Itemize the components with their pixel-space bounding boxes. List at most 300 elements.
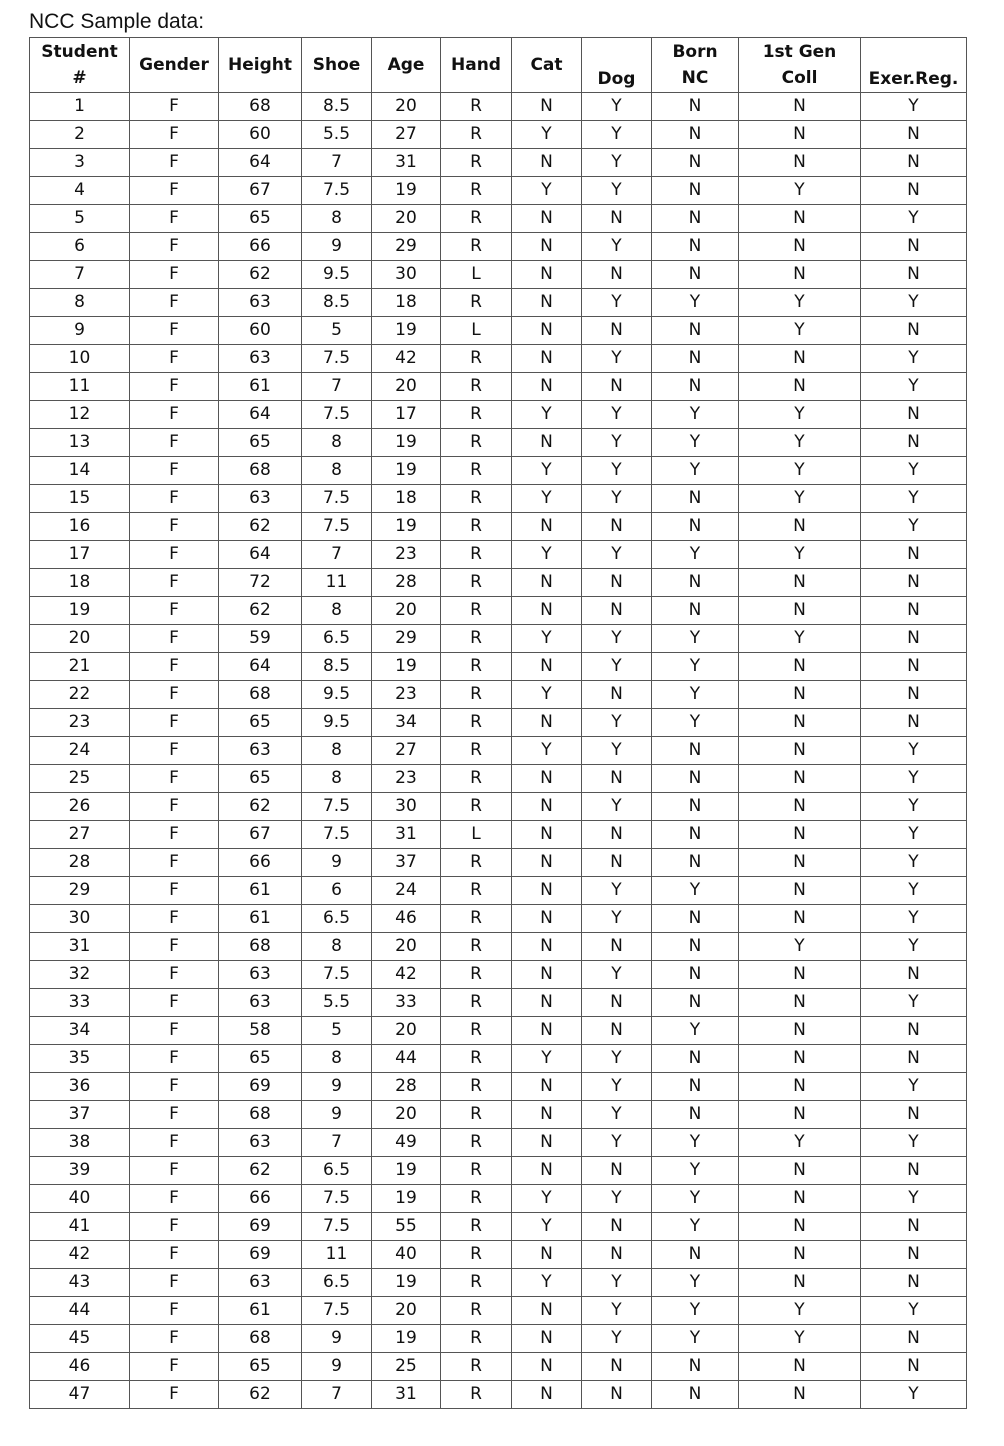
table-cell: 69 bbox=[219, 1073, 302, 1101]
table-cell: 46 bbox=[372, 905, 441, 933]
table-cell: 6.5 bbox=[302, 625, 372, 653]
table-cell: Y bbox=[512, 177, 582, 205]
table-cell: 8 bbox=[302, 933, 372, 961]
table-cell: N bbox=[861, 1213, 967, 1241]
table-cell: Y bbox=[582, 485, 652, 513]
table-cell: 5 bbox=[302, 1017, 372, 1045]
table-cell: F bbox=[130, 429, 219, 457]
table-cell: 20 bbox=[372, 205, 441, 233]
table-cell: N bbox=[652, 1381, 739, 1409]
table-row bbox=[30, 1213, 967, 1241]
table-cell: N bbox=[582, 373, 652, 401]
table-cell: N bbox=[512, 821, 582, 849]
table-cell: 63 bbox=[219, 989, 302, 1017]
table-cell: N bbox=[861, 1045, 967, 1073]
table-cell: R bbox=[441, 177, 512, 205]
table-cell: N bbox=[512, 933, 582, 961]
table-cell: 9.5 bbox=[302, 681, 372, 709]
table-cell: 9 bbox=[30, 317, 130, 345]
table-cell: R bbox=[441, 373, 512, 401]
table-cell: N bbox=[512, 765, 582, 793]
table-cell: Y bbox=[861, 737, 967, 765]
table-row bbox=[30, 765, 967, 793]
table-cell: F bbox=[130, 625, 219, 653]
table-cell: L bbox=[441, 821, 512, 849]
table-cell: R bbox=[441, 1213, 512, 1241]
table-cell: 64 bbox=[219, 149, 302, 177]
table-cell: R bbox=[441, 1045, 512, 1073]
table-cell: Y bbox=[861, 345, 967, 373]
table-row bbox=[30, 317, 967, 345]
table-cell: F bbox=[130, 541, 219, 569]
table-row bbox=[30, 877, 967, 905]
table-cell: Y bbox=[861, 1381, 967, 1409]
table-cell: N bbox=[582, 765, 652, 793]
table-cell: Y bbox=[582, 429, 652, 457]
table-cell: N bbox=[739, 905, 861, 933]
table-cell: Y bbox=[582, 289, 652, 317]
table-cell: Y bbox=[582, 1325, 652, 1353]
table-cell: R bbox=[441, 989, 512, 1017]
table-cell: N bbox=[861, 317, 967, 345]
table-cell: N bbox=[652, 765, 739, 793]
table-cell: Y bbox=[739, 317, 861, 345]
table-cell: F bbox=[130, 401, 219, 429]
table-cell: Y bbox=[652, 625, 739, 653]
table-cell: 66 bbox=[219, 849, 302, 877]
table-cell: N bbox=[512, 849, 582, 877]
table-cell: Y bbox=[652, 541, 739, 569]
table-cell: N bbox=[652, 989, 739, 1017]
table-cell: F bbox=[130, 233, 219, 261]
table-cell: 5 bbox=[30, 205, 130, 233]
table-cell: 66 bbox=[219, 233, 302, 261]
table-cell: 25 bbox=[372, 1353, 441, 1381]
table-cell: 9 bbox=[302, 849, 372, 877]
table-cell: R bbox=[441, 485, 512, 513]
table-cell: N bbox=[512, 905, 582, 933]
table-cell: 29 bbox=[30, 877, 130, 905]
table-cell: N bbox=[652, 93, 739, 121]
table-cell: 35 bbox=[30, 1045, 130, 1073]
table-cell: 3 bbox=[30, 149, 130, 177]
table-cell: 63 bbox=[219, 961, 302, 989]
table-cell: 26 bbox=[30, 793, 130, 821]
col-header-first-gen-coll bbox=[739, 38, 861, 93]
table-cell: N bbox=[652, 513, 739, 541]
table-cell: R bbox=[441, 877, 512, 905]
table-cell: 34 bbox=[30, 1017, 130, 1045]
table-row bbox=[30, 1325, 967, 1353]
table-cell: Y bbox=[739, 429, 861, 457]
table-cell: 62 bbox=[219, 261, 302, 289]
table-cell: N bbox=[739, 1101, 861, 1129]
table-cell: N bbox=[861, 1241, 967, 1269]
table-cell: 7 bbox=[302, 1381, 372, 1409]
table-cell: 8.5 bbox=[302, 289, 372, 317]
table-cell: N bbox=[652, 1241, 739, 1269]
table-cell: Y bbox=[582, 345, 652, 373]
table-cell: N bbox=[512, 1157, 582, 1185]
table-cell: 7.5 bbox=[302, 401, 372, 429]
table-cell: 19 bbox=[372, 317, 441, 345]
table-cell: Y bbox=[582, 177, 652, 205]
table-cell: R bbox=[441, 1101, 512, 1129]
table-cell: Y bbox=[861, 793, 967, 821]
header-row bbox=[30, 38, 967, 93]
table-cell: N bbox=[512, 1297, 582, 1325]
table-cell: 7.5 bbox=[302, 513, 372, 541]
table-cell: 7.5 bbox=[302, 1213, 372, 1241]
table-cell: Y bbox=[739, 457, 861, 485]
table-cell: N bbox=[739, 653, 861, 681]
table-cell: 7 bbox=[30, 261, 130, 289]
table-cell: F bbox=[130, 681, 219, 709]
table-cell: Y bbox=[739, 933, 861, 961]
table-cell: F bbox=[130, 1073, 219, 1101]
table-cell: N bbox=[652, 373, 739, 401]
table-cell: N bbox=[739, 121, 861, 149]
table-cell: 65 bbox=[219, 1045, 302, 1073]
table-cell: N bbox=[739, 205, 861, 233]
table-cell: 31 bbox=[372, 1381, 441, 1409]
table-cell: R bbox=[441, 625, 512, 653]
table-cell: N bbox=[512, 1381, 582, 1409]
table-cell: Y bbox=[861, 93, 967, 121]
table-cell: Y bbox=[582, 1101, 652, 1129]
table-cell: 44 bbox=[30, 1297, 130, 1325]
table-row bbox=[30, 289, 967, 317]
table-cell: Y bbox=[582, 1185, 652, 1213]
table-cell: F bbox=[130, 513, 219, 541]
table-cell: N bbox=[739, 1213, 861, 1241]
table-cell: R bbox=[441, 681, 512, 709]
table-row bbox=[30, 737, 967, 765]
table-row bbox=[30, 989, 967, 1017]
table-cell: R bbox=[441, 933, 512, 961]
sample-data-table bbox=[29, 37, 967, 1409]
table-cell: F bbox=[130, 1213, 219, 1241]
table-cell: N bbox=[512, 429, 582, 457]
table-cell: 61 bbox=[219, 905, 302, 933]
table-cell: R bbox=[441, 709, 512, 737]
table-cell: F bbox=[130, 93, 219, 121]
table-cell: Y bbox=[582, 541, 652, 569]
table-cell: N bbox=[739, 989, 861, 1017]
table-cell: N bbox=[512, 793, 582, 821]
table-cell: Y bbox=[512, 1213, 582, 1241]
table-cell: R bbox=[441, 653, 512, 681]
table-cell: N bbox=[861, 597, 967, 625]
table-cell: N bbox=[861, 149, 967, 177]
table-row bbox=[30, 1045, 967, 1073]
table-cell: 39 bbox=[30, 1157, 130, 1185]
table-cell: N bbox=[861, 121, 967, 149]
table-cell: N bbox=[739, 821, 861, 849]
table-row bbox=[30, 513, 967, 541]
header-line: 1st Gen bbox=[762, 42, 837, 62]
table-cell: N bbox=[739, 93, 861, 121]
table-cell: R bbox=[441, 1185, 512, 1213]
table-cell: Y bbox=[652, 1297, 739, 1325]
table-cell: 59 bbox=[219, 625, 302, 653]
table-cell: Y bbox=[861, 1297, 967, 1325]
table-cell: 63 bbox=[219, 737, 302, 765]
table-cell: R bbox=[441, 1353, 512, 1381]
table-cell: 11 bbox=[30, 373, 130, 401]
table-cell: 7.5 bbox=[302, 961, 372, 989]
table-cell: 19 bbox=[372, 457, 441, 485]
table-cell: F bbox=[130, 1045, 219, 1073]
table-cell: N bbox=[512, 569, 582, 597]
table-cell: 27 bbox=[30, 821, 130, 849]
table-cell: 9 bbox=[302, 1325, 372, 1353]
table-cell: 30 bbox=[372, 261, 441, 289]
table-cell: 8 bbox=[302, 765, 372, 793]
table-cell: F bbox=[130, 1269, 219, 1297]
table-cell: 64 bbox=[219, 401, 302, 429]
table-cell: N bbox=[861, 1157, 967, 1185]
table-cell: 67 bbox=[219, 821, 302, 849]
table-cell: Y bbox=[861, 1073, 967, 1101]
table-row bbox=[30, 261, 967, 289]
table-cell: N bbox=[652, 233, 739, 261]
table-cell: Y bbox=[861, 205, 967, 233]
table-cell: N bbox=[512, 653, 582, 681]
table-cell: 43 bbox=[30, 1269, 130, 1297]
table-cell: Y bbox=[861, 933, 967, 961]
table-cell: Y bbox=[582, 1073, 652, 1101]
table-cell: Y bbox=[582, 401, 652, 429]
table-cell: N bbox=[652, 205, 739, 233]
table-cell: Y bbox=[861, 485, 967, 513]
table-cell: 63 bbox=[219, 1129, 302, 1157]
table-cell: Y bbox=[652, 1213, 739, 1241]
table-cell: 66 bbox=[219, 1185, 302, 1213]
table-cell: R bbox=[441, 1381, 512, 1409]
table-cell: Y bbox=[512, 541, 582, 569]
table-cell: Y bbox=[652, 1185, 739, 1213]
table-cell: F bbox=[130, 373, 219, 401]
table-row bbox=[30, 93, 967, 121]
table-cell: Y bbox=[739, 485, 861, 513]
table-cell: R bbox=[441, 401, 512, 429]
table-cell: F bbox=[130, 205, 219, 233]
table-row bbox=[30, 401, 967, 429]
table-row bbox=[30, 961, 967, 989]
table-cell: 9 bbox=[302, 1353, 372, 1381]
table-cell: F bbox=[130, 737, 219, 765]
table-cell: 60 bbox=[219, 317, 302, 345]
table-cell: 17 bbox=[372, 401, 441, 429]
table-row bbox=[30, 821, 967, 849]
table-cell: 29 bbox=[372, 233, 441, 261]
col-header-student bbox=[30, 38, 130, 93]
table-cell: 20 bbox=[372, 1101, 441, 1129]
table-cell: 7 bbox=[302, 1129, 372, 1157]
table-cell: 63 bbox=[219, 345, 302, 373]
table-row bbox=[30, 485, 967, 513]
table-cell: N bbox=[512, 317, 582, 345]
table-cell: 20 bbox=[372, 93, 441, 121]
col-header-height: Height bbox=[219, 38, 302, 93]
table-row bbox=[30, 653, 967, 681]
table-cell: 65 bbox=[219, 709, 302, 737]
table-cell: 28 bbox=[372, 569, 441, 597]
table-cell: 20 bbox=[372, 373, 441, 401]
table-row bbox=[30, 625, 967, 653]
table-cell: 30 bbox=[372, 793, 441, 821]
table-cell: 42 bbox=[30, 1241, 130, 1269]
table-cell: 17 bbox=[30, 541, 130, 569]
table-cell: N bbox=[739, 681, 861, 709]
table-cell: 7 bbox=[302, 149, 372, 177]
table-cell: 8 bbox=[30, 289, 130, 317]
table-cell: 19 bbox=[372, 1269, 441, 1297]
table-cell: R bbox=[441, 429, 512, 457]
table-cell: N bbox=[652, 345, 739, 373]
table-cell: 8 bbox=[302, 737, 372, 765]
table-cell: Y bbox=[739, 1129, 861, 1157]
table-cell: 22 bbox=[30, 681, 130, 709]
table-cell: Y bbox=[861, 821, 967, 849]
table-cell: N bbox=[582, 513, 652, 541]
table-cell: R bbox=[441, 1241, 512, 1269]
table-cell: N bbox=[739, 737, 861, 765]
table-cell: Y bbox=[739, 541, 861, 569]
table-cell: 40 bbox=[30, 1185, 130, 1213]
table-cell: N bbox=[652, 177, 739, 205]
table-cell: N bbox=[739, 877, 861, 905]
table-cell: R bbox=[441, 93, 512, 121]
table-cell: 42 bbox=[372, 345, 441, 373]
table-cell: N bbox=[861, 1353, 967, 1381]
table-cell: F bbox=[130, 457, 219, 485]
table-cell: N bbox=[739, 1381, 861, 1409]
table-cell: N bbox=[861, 429, 967, 457]
table-cell: 5.5 bbox=[302, 989, 372, 1017]
table-cell: N bbox=[861, 1101, 967, 1129]
table-cell: N bbox=[739, 793, 861, 821]
table-cell: 20 bbox=[372, 597, 441, 625]
table-cell: N bbox=[512, 1101, 582, 1129]
table-cell: N bbox=[512, 149, 582, 177]
table-cell: Y bbox=[652, 1157, 739, 1185]
table-row bbox=[30, 849, 967, 877]
table-cell: 34 bbox=[372, 709, 441, 737]
table-cell: 19 bbox=[372, 1325, 441, 1353]
table-cell: 20 bbox=[372, 1017, 441, 1045]
table-cell: N bbox=[582, 849, 652, 877]
table-row bbox=[30, 1297, 967, 1325]
table-row bbox=[30, 373, 967, 401]
table-cell: 20 bbox=[372, 933, 441, 961]
table-cell: 68 bbox=[219, 933, 302, 961]
table-cell: F bbox=[130, 989, 219, 1017]
table-cell: N bbox=[861, 1017, 967, 1045]
table-cell: N bbox=[512, 93, 582, 121]
table-row bbox=[30, 177, 967, 205]
table-cell: N bbox=[739, 569, 861, 597]
table-cell: N bbox=[861, 709, 967, 737]
table-cell: N bbox=[739, 961, 861, 989]
table-cell: 61 bbox=[219, 1297, 302, 1325]
table-cell: 21 bbox=[30, 653, 130, 681]
header-line: Born bbox=[672, 42, 718, 62]
table-cell: Y bbox=[652, 877, 739, 905]
table-cell: 7 bbox=[302, 373, 372, 401]
table-cell: Y bbox=[582, 625, 652, 653]
table-cell: 11 bbox=[302, 1241, 372, 1269]
table-cell: 65 bbox=[219, 205, 302, 233]
table-cell: 11 bbox=[302, 569, 372, 597]
table-cell: 62 bbox=[219, 793, 302, 821]
table-cell: Y bbox=[739, 1297, 861, 1325]
col-header-exer-reg: Exer.Reg. bbox=[861, 38, 967, 93]
table-cell: 18 bbox=[372, 485, 441, 513]
table-cell: 31 bbox=[372, 149, 441, 177]
table-cell: 19 bbox=[30, 597, 130, 625]
table-cell: Y bbox=[512, 457, 582, 485]
table-cell: 44 bbox=[372, 1045, 441, 1073]
table-cell: Y bbox=[512, 1045, 582, 1073]
table-cell: 72 bbox=[219, 569, 302, 597]
table-cell: N bbox=[582, 1017, 652, 1045]
table-cell: R bbox=[441, 457, 512, 485]
table-cell: F bbox=[130, 905, 219, 933]
table-cell: F bbox=[130, 849, 219, 877]
table-cell: 67 bbox=[219, 177, 302, 205]
table-cell: 27 bbox=[372, 121, 441, 149]
table-cell: 6.5 bbox=[302, 905, 372, 933]
table-cell: Y bbox=[582, 121, 652, 149]
table-cell: F bbox=[130, 1353, 219, 1381]
table-row bbox=[30, 233, 967, 261]
table-cell: Y bbox=[861, 1129, 967, 1157]
table-cell: 8 bbox=[302, 429, 372, 457]
table-cell: R bbox=[441, 121, 512, 149]
col-header-dog: Dog bbox=[582, 38, 652, 93]
table-cell: R bbox=[441, 737, 512, 765]
table-cell: 2 bbox=[30, 121, 130, 149]
table-row bbox=[30, 205, 967, 233]
table-cell: Y bbox=[582, 1045, 652, 1073]
table-cell: 8.5 bbox=[302, 653, 372, 681]
table-cell: Y bbox=[861, 513, 967, 541]
table-cell: 42 bbox=[372, 961, 441, 989]
table-cell: Y bbox=[861, 457, 967, 485]
table-cell: Y bbox=[512, 485, 582, 513]
table-cell: 61 bbox=[219, 373, 302, 401]
table-cell: N bbox=[739, 1045, 861, 1073]
table-cell: 28 bbox=[30, 849, 130, 877]
table-cell: 7.5 bbox=[302, 793, 372, 821]
table-cell: Y bbox=[739, 177, 861, 205]
table-cell: N bbox=[512, 1325, 582, 1353]
table-cell: N bbox=[652, 961, 739, 989]
table-cell: Y bbox=[652, 1325, 739, 1353]
table-cell: F bbox=[130, 177, 219, 205]
table-cell: N bbox=[582, 1353, 652, 1381]
table-cell: 9 bbox=[302, 1101, 372, 1129]
table-cell: F bbox=[130, 1297, 219, 1325]
table-cell: 62 bbox=[219, 513, 302, 541]
table-cell: 20 bbox=[30, 625, 130, 653]
table-cell: N bbox=[739, 1073, 861, 1101]
table-cell: 4 bbox=[30, 177, 130, 205]
table-cell: 33 bbox=[30, 989, 130, 1017]
table-row bbox=[30, 1185, 967, 1213]
